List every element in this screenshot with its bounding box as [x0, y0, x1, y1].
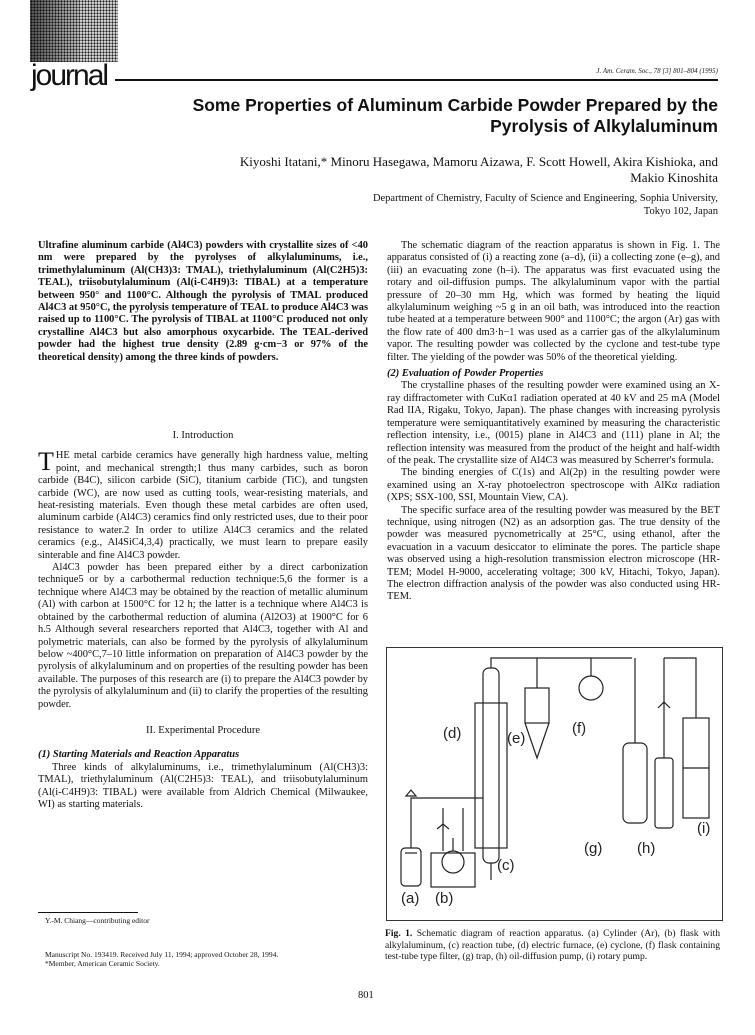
figure-caption-text: Schematic diagram of reaction apparatus. (a) Cylinder (Ar), (b) flask with alkylaluminum, (c) reaction tube, (d) electric furnace, (e) cyclone, (f) flask containing test-tube type filter, (g) trap, (h) oil-diffusion pump, (i) rotary pump. [385, 928, 720, 962]
affiliation-line-2: Tokyo 102, Japan [643, 206, 718, 217]
figure-apparatus-diagram [386, 647, 723, 921]
evaluation-paragraph-2: The binding energies of C(1s) and Al(2p) in the resulting powder were examined using an X-ray photoelectron spectroscope with AlKα radiation (XPS; SSX-100, SSI, Mountain View, CA). [387, 467, 720, 504]
title-line-2: Pyrolysis of Alkylaluminum [490, 116, 718, 136]
evaluation-paragraph-1: The crystalline phases of the resulting powder were examined using an X-ray diffractometer with CuKα1 radiation operated at 40 kV and 25 mA (Model Rad IIA, Rigaku, Tokyo, Japan). The phase changes with increasing pyrolysis temperature were semiquantitatively examined by measuring the characteristic reflection intensity, i.e., (0015) plane in Al4C3 and (111) plane in Al; the reflection intensity was measured from the product of the height and half-width of the peak. The crystallite size of Al4C3 was measured by Scherrer's formula. [387, 380, 720, 466]
title-line-1: Some Properties of Aluminum Carbide Powder Prepared by the [192, 95, 718, 115]
label-d: (d) [443, 725, 462, 742]
header-rule [115, 79, 718, 81]
label-f: (f) [572, 720, 587, 737]
footnote-rule [38, 912, 138, 913]
intro-paragraph-1-text: HE metal carbide ceramics have generally high hardness value, melting point, and mechanical strength;1 thus many carbides, such as boron carbide (B4C), silicon carbide (SiC), titanium carbide (TiC), and tungsten carbide (WC), are now used as cutting tools, wear-resisting materials, and heat-resisting materials. Even though these metal carbides are often used, aluminum carbide (Al4C3) ceramics find only restricted uses, due to their poor resistance to water.2 In order to utilize Al4C3 ceramics and the related ceramics (e.g., Al4SiC4,3,4) practically, we must learn to prepare easily sinterable and fine Al4C3 powder. [38, 450, 368, 561]
intro-paragraph-2: Al4C3 powder has been prepared either by a direct carbonization technique5 or by a carbothermal reduction technique:5,6 the former is a technique where Al4C3 may be obtained by the reaction of metallic aluminum (Al) with carbon at 1500°C for 12 h; the latter is a technique where Al4C3 is obtained by the carbothermal reduction of alumina (Al2O3) at 1900°C for 6 h.5 Although several researchers reported that Al4C3, together with Al and polymetric materials, can also be formed by the pyrolysis of alkylaluminum below ~400°C,7–10 little information on preparation of Al4C3 powder by the pyrolysis of alkylaluminum and on properties of the resulting powder has been available. The purposes of this research are (i) to prepare the Al4C3 powder by the pyrolysis of alkylaluminum and (ii) to clarify the properties of the resulting powder. [38, 562, 368, 710]
label-i: (i) [697, 820, 711, 837]
subsection-heading-materials: (1) Starting Materials and Reaction Apparatus [38, 749, 240, 761]
label-e: (e) [507, 730, 526, 747]
label-c: (c) [497, 857, 515, 874]
page-number: 801 [358, 990, 374, 1001]
paper-title [150, 95, 718, 137]
affiliation [260, 192, 718, 218]
label-b: (b) [435, 890, 454, 907]
authors-line-1: Kiyoshi Itatani,* Minoru Hasegawa, Mamoru Aizawa, F. Scott Howell, Akira Kishioka, and [239, 154, 718, 169]
manuscript-note: Manuscript No. 193419. Received July 11, 1994; approved October 28, 1994. [45, 950, 279, 959]
manuscript-footnotes [45, 950, 365, 968]
left-column-body [38, 430, 368, 811]
member-note: *Member, American Ceramic Society. [45, 959, 160, 968]
label-h: (h) [637, 840, 656, 857]
apparatus-paragraph: The schematic diagram of the reaction apparatus is shown in Fig. 1. The apparatus consisted of (i) a reacting zone (a–d), (ii) a collecting zone (e–g), and (iii) an evacuating zone (h–i). The apparatus was first evacuated using the rotary and oil-diffusion pumps. The alkylaluminum vapor with the partial pressure of 20–30 mm Hg, which was formed by heating the liquid alkylaluminum weighing ~5 g in an oil bath, was introduced into the reaction tube heated at a temperature between 900° and 1100°C; the argon (Ar) gas with the flow rate of 400 dm3·h−1 was used as a carrier gas of the alkylaluminum vapor. The resulting powder was collected by the cyclone and test-tube type filter. The yielding of the powder was 50% of the theoretical yielding. [387, 240, 720, 363]
evaluation-paragraph-3: The specific surface area of the resulting powder was measured by the BET technique, using nitrogen (N2) as an adsorption gas. The true density of the powder was measured pycnometrically at 25°C, using ethanol, after the evacuation in a vacuum desiccator to eliminate the pores. The particle shape was observed using a high-resolution transmission electron microscope (HR-TEM; Model H-9000, accelerating voltage; 300 kV, Hitachi, Tokyo, Japan). The electron diffraction analysis of the powder was also conducted using HR-TEM. [387, 504, 720, 603]
materials-paragraph: Three kinds of alkylaluminums, i.e., trimethylaluminum (Al(CH3)3: TMAL), triethylaluminum (Al(C2H5)3: TEAL), and triisobutylaluminum (Al(i-C4H9)3: TIBAL) were available from Aldrich Chemical (Milwaukee, WI) as starting materials. [38, 761, 368, 810]
section-heading-experimental: II. Experimental Procedure [146, 724, 260, 736]
dropcap: T [38, 447, 54, 477]
journal-logo-graphic [30, 0, 118, 62]
journal-citation: J. Am. Ceram. Soc., 78 [3] 801–804 (1995) [596, 67, 718, 75]
right-column-body [387, 240, 720, 604]
journal-logo-text: journal [31, 59, 108, 92]
figure-caption [385, 928, 720, 963]
subsection-heading-evaluation: (2) Evaluation of Powder Properties [387, 368, 544, 380]
figure-caption-label: Fig. 1. [385, 928, 413, 939]
affiliation-line-1: Department of Chemistry, Faculty of Science and Engineering, Sophia University, [372, 193, 718, 204]
authors-line-2: Makio Kinoshita [630, 170, 718, 185]
section-heading-introduction: I. Introduction [172, 430, 234, 441]
apparatus-diagram [387, 648, 722, 920]
intro-paragraph-1 [38, 447, 368, 562]
label-g: (g) [584, 840, 603, 857]
label-a: (a) [401, 890, 420, 907]
abstract: Ultrafine aluminum carbide (Al4C3) powders with crystallite sizes of <40 nm were prepared by the pyrolyses of alkylaluminums, i.e., trimethylaluminum (Al(CH3)3: TMAL), triethylaluminum (Al(C2H5)3: TEAL), triisobutylaluminum (Al(i-C4H9)3: TIBAL) at a temperature between 950° and 1100°C. Although the pyrolysis of TMAL produced Al4C3 at 950°C, the pyrolysis temperature of TEAL to produce Al4C3 was raised up to 1100°C. The pyrolysis of TIBAL at 1100°C produced not only crystalline Al4C3 but also amorphous oxycarbide. The TEAL-derived powder had the highest true density (2.89 g·cm−3 or 97% of the theoretical density) among the three kinds of powders. [38, 240, 368, 363]
authors [130, 154, 718, 186]
editor-footnote: Y.-M. Chiang—contributing editor [45, 916, 150, 925]
